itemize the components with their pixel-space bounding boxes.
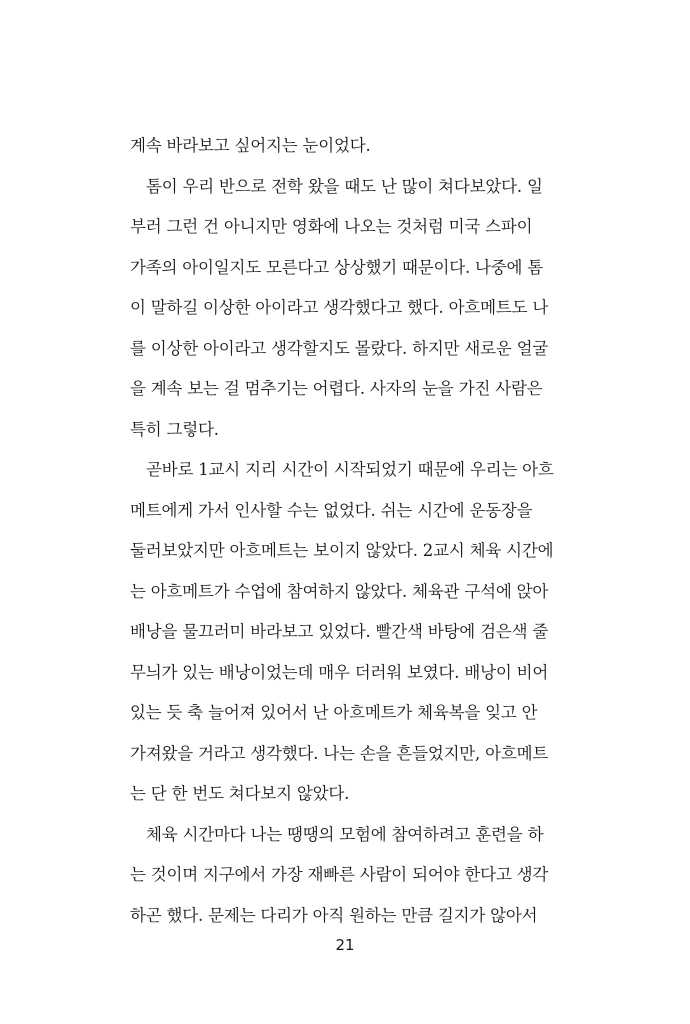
text-line: 무늬가 있는 배낭이었는데 매우 더러워 보였다. 배낭이 비어 bbox=[130, 662, 549, 682]
text-line: 계속 바라보고 싶어지는 눈이었다. bbox=[130, 136, 371, 155]
text-line-paragraph-start: 톰이 우리 반으로 전학 왔을 때도 난 많이 쳐다보았다. 일 bbox=[146, 176, 543, 196]
text-line: 배낭을 물끄러미 바라보고 있었다. 빨간색 바탕에 검은색 줄 bbox=[130, 622, 549, 641]
text-line-paragraph-start: 체육 시간마다 나는 땡땡의 모험에 참여하려고 훈련을 하 bbox=[146, 824, 544, 844]
text-line: 하곤 했다. 문제는 다리가 아직 원하는 만큼 길지가 않아서 bbox=[130, 905, 538, 925]
page-number: 21 bbox=[335, 936, 355, 954]
text-line: 부러 그런 건 아니지만 영화에 나오는 것처럼 미국 스파이 bbox=[130, 217, 533, 236]
body-text bbox=[130, 126, 590, 936]
text-line: 이 말하길 이상한 아이라고 생각했다고 했다. 아흐메트도 나 bbox=[130, 298, 549, 317]
text-line: 는 아흐메트가 수업에 참여하지 않았다. 체육관 구석에 앉아 bbox=[130, 581, 549, 601]
text-line: 을 계속 보는 걸 멈추기는 어렵다. 사자의 눈을 가진 사람은 bbox=[130, 379, 543, 398]
text-line: 가족의 아이일지도 모른다고 상상했기 때문이다. 나중에 톰 bbox=[130, 257, 544, 277]
text-line: 가져왔을 거라고 생각했다. 나는 손을 흔들었지만, 아흐메트 bbox=[130, 743, 549, 763]
text-line: 는 단 한 번도 쳐다보지 않았다. bbox=[130, 784, 350, 803]
text-line: 를 이상한 아이라고 생각할지도 몰랐다. 하지만 새로운 얼굴 bbox=[130, 338, 549, 358]
text-line: 있는 듯 축 늘어져 있어서 난 아흐메트가 체육복을 잊고 안 bbox=[130, 703, 538, 722]
text-line: 특히 그렇다. bbox=[130, 419, 219, 439]
text-line: 는 것이며 지구에서 가장 재빠른 사람이 되어야 한다고 생각 bbox=[130, 865, 549, 884]
text-line: 둘러보았지만 아흐메트는 보이지 않았다. 2교시 체육 시간에 bbox=[130, 541, 554, 560]
text-line-paragraph-start: 곧바로 1교시 지리 시간이 시작되었기 때문에 우리는 아흐 bbox=[146, 460, 554, 479]
text-line: 메트에게 가서 인사할 수는 없었다. 쉬는 시간에 운동장을 bbox=[130, 500, 533, 520]
